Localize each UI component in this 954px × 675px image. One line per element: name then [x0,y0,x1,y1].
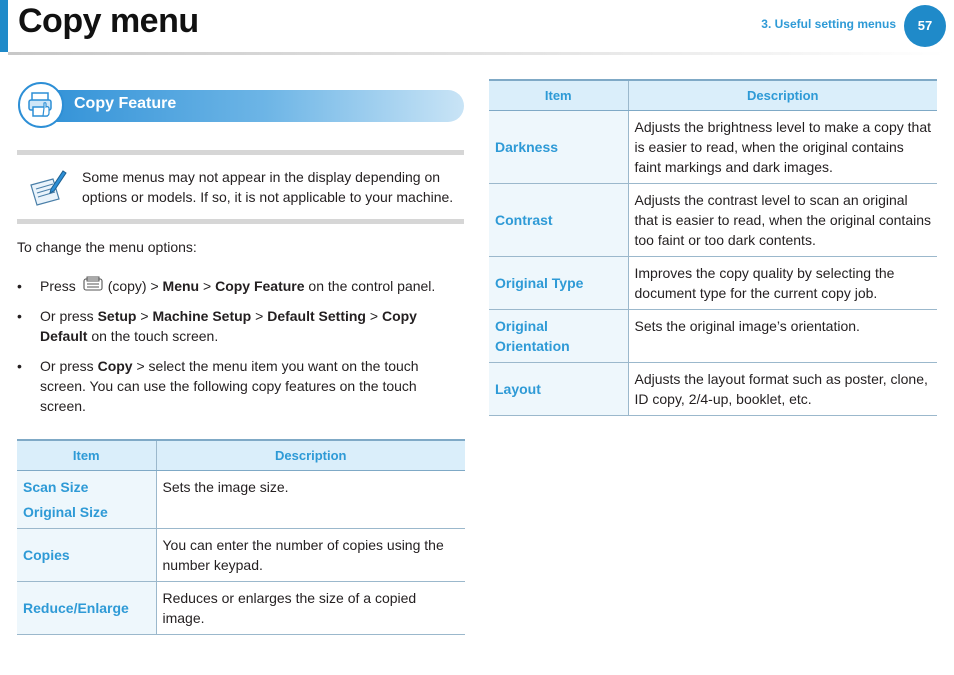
list-item [17,356,464,416]
key-term: Copy Default [40,308,417,344]
column-header-description: Description [628,80,937,110]
section-banner [24,90,464,122]
key-term: Copy [97,358,133,374]
item-cell [17,470,156,528]
text: > [136,308,153,324]
instruction-list [17,276,464,426]
item-cell [17,581,156,634]
item-cell [489,362,628,415]
description-cell: Adjusts the contrast level to scan an original that is easier to read, when the original contains too faint or too dark contents. [628,183,937,256]
column-header-item: Item [489,80,628,110]
description-cell: Adjusts the brightness level to make a copy that is easier to read, when the original contains faint markings and dark images. [628,110,937,183]
item-name: Layout [495,380,541,397]
table-row [489,362,937,415]
text: Press [40,278,80,294]
text: > select the menu item you want on the touch screen. You can use the following copy features on the touch screen. [40,358,419,414]
header-divider [8,52,946,55]
description-cell: Sets the image size. [156,470,465,528]
description-cell: Sets the original image’s orientation. [628,309,937,362]
description-cell: Adjusts the layout format such as poster, clone, ID copy, 2/4-up, booklet, etc. [628,362,937,415]
column-header-description: Description [156,440,465,470]
text: on the touch screen. [87,328,219,344]
copy-icon [80,276,108,294]
item-name: Scan Size [23,478,89,495]
text: > [365,308,382,324]
chapter-label: 3. Useful setting menus [761,17,896,31]
copy-feature-table-left [17,439,465,635]
table-row [489,183,937,256]
list-item [17,276,464,296]
item-cell [489,110,628,183]
column-header-item: Item [17,440,156,470]
text: > [251,308,268,324]
item-name: Copies [23,546,70,563]
key-term: Menu [162,278,200,294]
item-name: Original Size [23,503,108,520]
note-pencil-icon [27,167,67,207]
description-cell: You can enter the number of copies using the number keypad. [156,528,465,581]
page-title: Copy menu [18,2,199,40]
table-row [489,110,937,183]
table-row [17,470,465,528]
header-accent-bar [0,0,8,52]
text: Or press [40,308,98,324]
section-title: Copy Feature [74,95,177,112]
key-term: Default Setting [267,308,366,324]
item-name: Darkness [495,138,559,155]
item-cell [489,183,628,256]
table-header-row [17,440,465,470]
description-cell: Reduces or enlarges the size of a copied image. [156,581,465,634]
page-number-badge: 57 [904,5,946,47]
table-row [17,528,465,581]
note-box [17,150,464,224]
item-cell [17,528,156,581]
text: Or press [40,358,98,374]
intro-text: To change the menu options: [17,239,197,255]
description-cell: Improves the copy quality by selecting the document type for the current copy job. [628,256,937,309]
printer-hand-icon [18,82,64,128]
table-header-row [489,80,937,110]
list-item [17,306,464,346]
table-row [489,309,937,362]
key-term: Machine Setup [152,308,252,324]
text: > [199,278,216,294]
item-name: Original Orientation [495,317,570,354]
text: on the control panel. [304,278,436,294]
copy-feature-table-right [489,79,937,416]
item-name: Reduce/Enlarge [23,599,129,616]
item-cell [489,256,628,309]
text: (copy) > [107,278,163,294]
key-term: Copy Feature [215,278,305,294]
table-row [489,256,937,309]
key-term: Setup [97,308,137,324]
item-name: Contrast [495,211,553,228]
item-name: Original Type [495,274,584,291]
table-row [17,581,465,634]
item-cell [489,309,628,362]
note-text: Some menus may not appear in the display depending on options or models. If so, it is not applicable to your machine. [82,169,454,205]
